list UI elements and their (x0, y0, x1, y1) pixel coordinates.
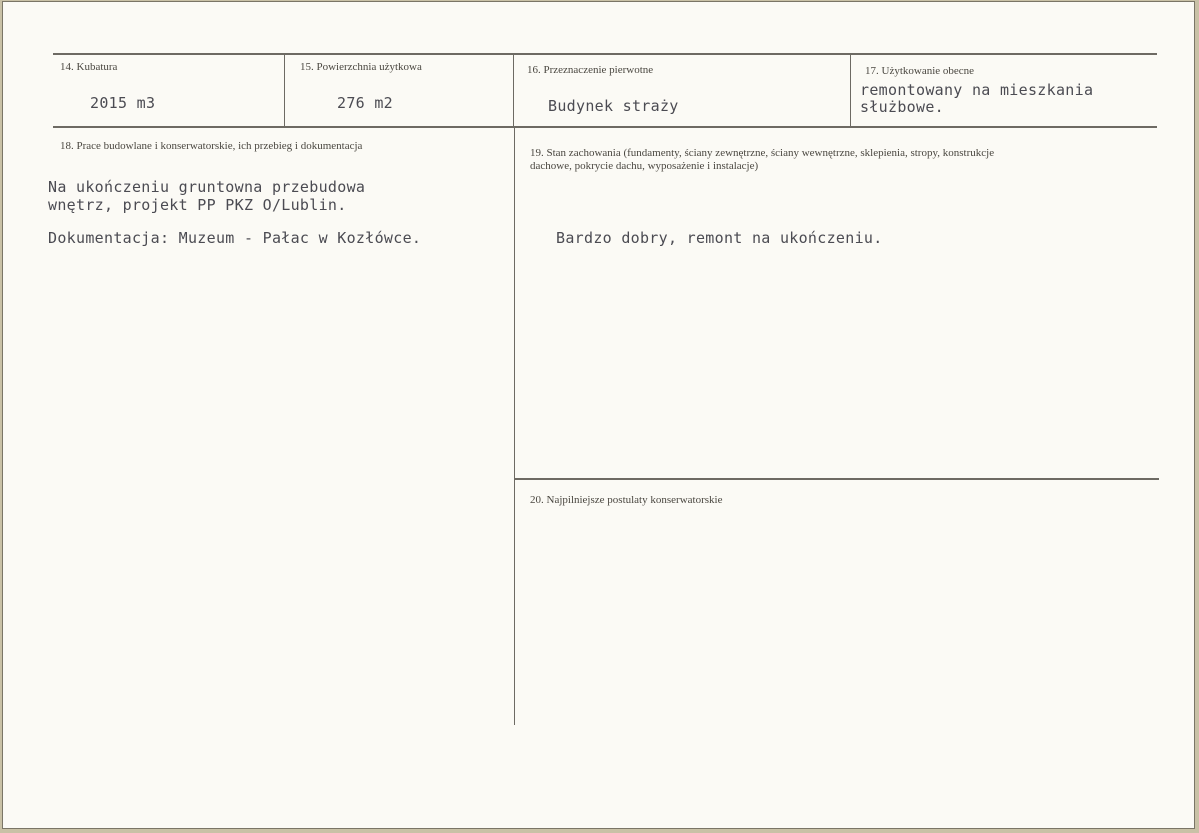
field-15-value: 276 m2 (337, 94, 393, 112)
field-20-label: 20. Najpilniejsze postulaty konserwatorskie (530, 494, 723, 506)
header-bottom-rule (53, 126, 1157, 128)
field-16-value: Budynek straży (548, 97, 679, 115)
field-15-label: 15. Powierzchnia użytkowa (300, 61, 422, 73)
divider-main (514, 127, 515, 725)
field-14-label: 14. Kubatura (60, 61, 118, 73)
field-18-label: 18. Prace budowlane i konserwatorskie, ich przebieg i dokumentacja (60, 140, 363, 152)
field-18-value-line-1: Na ukończeniu gruntowna przebudowa (48, 178, 366, 196)
divider-15-16 (513, 55, 514, 127)
field-19-label-line-1: 19. Stan zachowania (fundamenty, ściany zewnętrzne, ściany wewnętrzne, sklepienia, stropy, konstrukcje (530, 147, 995, 159)
divider-14-15 (284, 55, 285, 127)
field-17-value-line-1: remontowany na mieszkania (860, 81, 1094, 99)
divider-16-17 (850, 55, 851, 127)
field-19-label-line-2: dachowe, pokrycie dachu, wyposażenie i instalacje) (530, 160, 759, 172)
field-17-value-line-2: służbowe. (860, 98, 944, 116)
top-rule (53, 53, 1157, 55)
field-16-label: 16. Przeznaczenie pierwotne (527, 64, 654, 76)
field-18-value-line-2: wnętrz, projekt PP PKZ O/Lublin. (48, 196, 347, 214)
field-17-label: 17. Użytkowanie obecne (865, 65, 975, 77)
divider-19-20 (515, 478, 1159, 480)
field-18-documentation: Dokumentacja: Muzeum - Pałac w Kozłówce. (48, 229, 422, 247)
field-19-value: Bardzo dobry, remont na ukończeniu. (556, 229, 883, 247)
field-14-value: 2015 m3 (90, 94, 156, 112)
